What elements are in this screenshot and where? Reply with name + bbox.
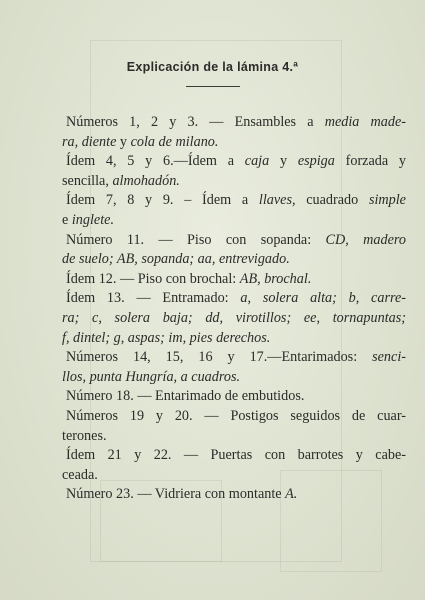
text-line (64, 485, 406, 505)
text-run: ceada. (62, 466, 98, 483)
text-run: Ídem 21 y 22. — Puertas con barrotes y cabe- (66, 447, 406, 464)
list-item (64, 446, 406, 485)
text-line (60, 309, 406, 329)
text-run: Ídem 4, 5 y 6.—Ídem a (66, 153, 245, 170)
text-run: forzada y (334, 153, 407, 170)
list-item (64, 191, 406, 230)
italic-text: llaves, (258, 192, 296, 209)
text-line (60, 427, 406, 447)
text-run: Ídem 13. — Entramado: (66, 290, 241, 307)
italic-text: media made- (324, 114, 406, 130)
text-run: Números 1, 2 y 3. — Ensambles a (66, 114, 325, 130)
text-run: Ídem 7, 8 y 9. – Ídem a (66, 192, 259, 209)
text-line (64, 289, 406, 309)
italic-text: f, dintel; g, aspas; im, pies derechos. (62, 329, 271, 346)
italic-text: A. (285, 486, 298, 503)
plate-explanation-list (64, 113, 406, 505)
italic-text: de suelo; AB, sopanda; aa, entrevigado. (62, 251, 290, 268)
text-line (60, 133, 406, 153)
text-run: Número 18. — Entarimado de embutidos. (66, 388, 305, 405)
list-item (64, 270, 406, 290)
text-line (64, 270, 406, 290)
italic-text: caja (244, 153, 270, 170)
text-run: sencilla, (62, 172, 113, 189)
list-item (64, 231, 406, 270)
text-line (64, 407, 406, 427)
text-line (60, 211, 406, 231)
text-run: y (269, 153, 298, 170)
text-line (60, 250, 406, 270)
text-line (64, 152, 406, 172)
text-run: cuadrado (295, 192, 369, 209)
list-item (64, 289, 406, 348)
italic-text: inglete. (71, 211, 115, 228)
list-item (64, 152, 406, 191)
text-line (64, 191, 406, 211)
title-rule (186, 86, 240, 87)
italic-text: senci- (372, 349, 406, 366)
text-line (64, 113, 406, 133)
list-item (64, 485, 406, 505)
page-title: Explicación de la lámina 4.ª (126, 60, 299, 74)
text-line (64, 446, 406, 466)
text-run: Número 11. — Piso con sopanda: (66, 231, 326, 248)
text-line (60, 172, 406, 192)
text-run: y (116, 133, 131, 150)
italic-text: simple (368, 192, 406, 209)
text-run: Números 14, 15, 16 y 17.—Entarimados: (66, 349, 373, 366)
italic-text: ra, diente (62, 133, 117, 150)
italic-text: almohadón. (112, 172, 180, 189)
list-item (64, 348, 406, 387)
italic-text: a, solera alta; b, carre- (240, 290, 406, 307)
text-line (64, 348, 406, 368)
italic-text: llos, punta Hungría, a cuadros. (62, 368, 241, 385)
italic-text: espiga (297, 153, 335, 170)
italic-text: cola de milano. (130, 133, 219, 150)
list-item (64, 407, 406, 446)
italic-text: AB, brochal. (239, 270, 312, 287)
list-item (64, 387, 406, 407)
text-line (60, 329, 406, 349)
text-run: e (62, 211, 72, 228)
text-run: Números 19 y 20. — Postigos seguidos de cuar- (66, 407, 406, 424)
list-item (64, 113, 406, 152)
text-run: Ídem 12. — Piso con brochal: (66, 270, 240, 287)
text-line (60, 368, 406, 388)
italic-text: CD, madero (325, 231, 407, 248)
text-run: Número 23. — Vidriera con montante (66, 486, 286, 503)
text-line (60, 466, 406, 486)
text-line (64, 387, 406, 407)
text-line (64, 231, 406, 251)
text-run: terones. (62, 427, 107, 444)
italic-text: ra; c, solera baja; dd, virotillos; ee, tornapuntas; (62, 309, 406, 326)
